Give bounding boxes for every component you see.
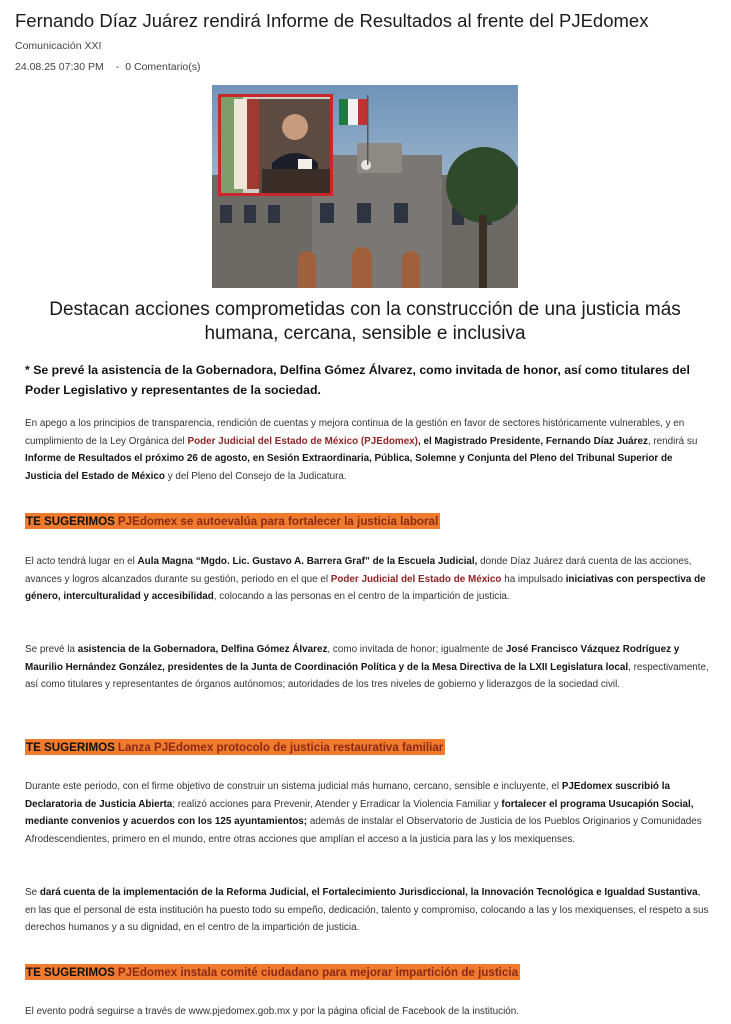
p2-bold-aula: Aula Magna “Mgdo. Lic. Gustavo A. Barrera Graf” de la Escuela Judicial, [137, 556, 478, 567]
suggestion-keyword: TE SUGERIMOS [26, 741, 115, 754]
p1-bold-presidente: , el Magistrado Presidente, Fernando Díaz Juárez [417, 435, 648, 447]
flagpole [367, 95, 369, 165]
p3-bold-presidentes: José Francisco Vázquez Rodríguez y Maurilio Hernández González, presidentes de la Junta de Coordinación Política y de la Mesa Directiva de la LXII Legislatura local [25, 644, 680, 673]
p3-text: , como invitada de honor; igualmente de [327, 644, 506, 655]
pjedomex-link[interactable]: Poder Judicial del Estado de México (PJEdomex) [187, 435, 418, 447]
p3-text: Se prevé la [25, 644, 78, 655]
p4-text: ; realizó acciones para Prevenir, Atender y Erradicar la Violencia Familiar y [172, 798, 502, 810]
p3-text: , respectivamente, así como titulares y representantes de órganos autónomos; autoridades de los tres niveles de gobierno y liderazgos de la sociedad civil. [25, 661, 709, 691]
suggestion-3[interactable] [25, 964, 520, 980]
p1-text: En apego a los principios de transparencia, rendición de cuentas y mejora continua de la gestión en favor de sectores históricamente vulnerables, y en cumplimiento de la Ley Orgánica del [25, 418, 685, 447]
suggestion-2[interactable] [25, 739, 445, 755]
p1-text: , rendirá su [647, 435, 698, 447]
suggestion-keyword: TE SUGERIMOS [26, 966, 115, 979]
tree-trunk [479, 215, 487, 288]
suggestion-keyword: TE SUGERIMOS [26, 515, 115, 528]
article-title: Fernando Díaz Juárez rendirá Informe de Resultados al frente del PJEdomex [15, 10, 649, 31]
meta-separator: - [115, 61, 120, 73]
p6-text: El evento podrá seguirse a través de www.pjedomex.gob.mx y por la página oficial de Facebook de la institución. [25, 1006, 520, 1017]
p4-text: Durante este periodo, con el firme objetivo de construir un sistema judicial más humano, cercano, sensible e incluyente, el [25, 781, 562, 792]
article-subtitle: Destacan acciones comprometidas con la construcción de una justicia más humana, cercana, sensible e inclusiva [49, 299, 681, 344]
suggestion-1[interactable] [25, 513, 440, 529]
paragraph-2 [25, 553, 710, 606]
suggestion-link[interactable]: Lanza PJEdomex protocolo de justicia restaurativa familiar [117, 741, 444, 754]
paragraph-6 [25, 1003, 710, 1021]
p1-bold-informe: Informe de Resultados el próximo 26 de agosto, en Sesión Extraordinaria, Pública, Solemne y Conjunta del Pleno del Tribunal Superior de Justicia del Estado de México [25, 453, 673, 483]
p5-text: , en las que el personal de esta institución ha puesto todo su empeño, dedicación, talento y compromiso, colocando a las y los mexiquenses, el respeto a sus derechos humanos y a su dignidad, en el centro de la impartición de justicia. [25, 887, 709, 934]
p5-text: Se [25, 887, 40, 898]
article-meta [15, 61, 201, 73]
inset-portrait [218, 94, 333, 196]
clock [361, 160, 371, 170]
p2-text: donde Díaz Juárez dará cuenta de las acciones, avances y logros alcanzados durante su gestión, periodo en el que el [25, 556, 692, 585]
p2-bold-iniciativas: iniciativas con perspectiva de género, interculturalidad y accesibilidad [25, 573, 706, 603]
suggestion-link[interactable]: PJEdomex instala comité ciudadano para mejorar impartición de justicia [117, 966, 519, 979]
p4-text: además de instalar el Observatorio de Justicia de los Pueblos Originarios y Comunidades Afrodescendientes, primero en el mundo, entre otras acciones que amplían el acceso a la justicia para las y los mexiquenses. [25, 816, 702, 846]
p4-bold-declaratoria: PJEdomex suscribió la Declaratoria de Justicia Abierta [25, 781, 670, 810]
p2-text: ha impulsado [501, 573, 566, 585]
p2-text: El acto tendrá lugar en el [25, 556, 138, 567]
paragraph-3 [25, 641, 710, 694]
courthouse-illustration [212, 85, 518, 288]
p1-text: y del Pleno del Consejo de la Judicatura. [164, 471, 347, 483]
article-photo [212, 85, 518, 288]
p3-bold-gobernadora: asistencia de la Gobernadora, Delfina Gómez Álvarez [77, 644, 328, 655]
suggestion-link[interactable]: PJEdomex se autoevalúa para fortalecer la justicia laboral [117, 515, 439, 528]
article-author[interactable]: Comunicación XXI [15, 40, 102, 52]
p2-text: , colocando a las personas en el centro de la impartición de justicia. [213, 591, 510, 603]
paragraph-4 [25, 778, 710, 849]
paragraph-1 [25, 415, 710, 486]
article-lead: * Se prevé la asistencia de la Gobernadora, Delfina Gómez Álvarez, como invitada de honor, así como titulares del Poder Legislativo y representantes de la sociedad. [25, 363, 690, 397]
p4-bold-usucapion: fortalecer el programa Usucapión Social, mediante convenios y acuerdos con los 125 ayuntamientos; [25, 798, 694, 828]
paragraph-5 [25, 884, 710, 937]
pjedomex-link[interactable]: Poder Judicial del Estado de México [330, 573, 502, 585]
publish-date: 24.08.25 07:30 PM [15, 61, 104, 73]
p5-bold-reforma: dará cuenta de la implementación de la Reforma Judicial, el Fortalecimiento Jurisdiccional, la Innovación Tecnológica e Igualdad Sustantiva [39, 887, 698, 898]
comments-link[interactable]: 0 Comentario(s) [125, 61, 201, 73]
mexican-flag-icon [339, 99, 367, 125]
